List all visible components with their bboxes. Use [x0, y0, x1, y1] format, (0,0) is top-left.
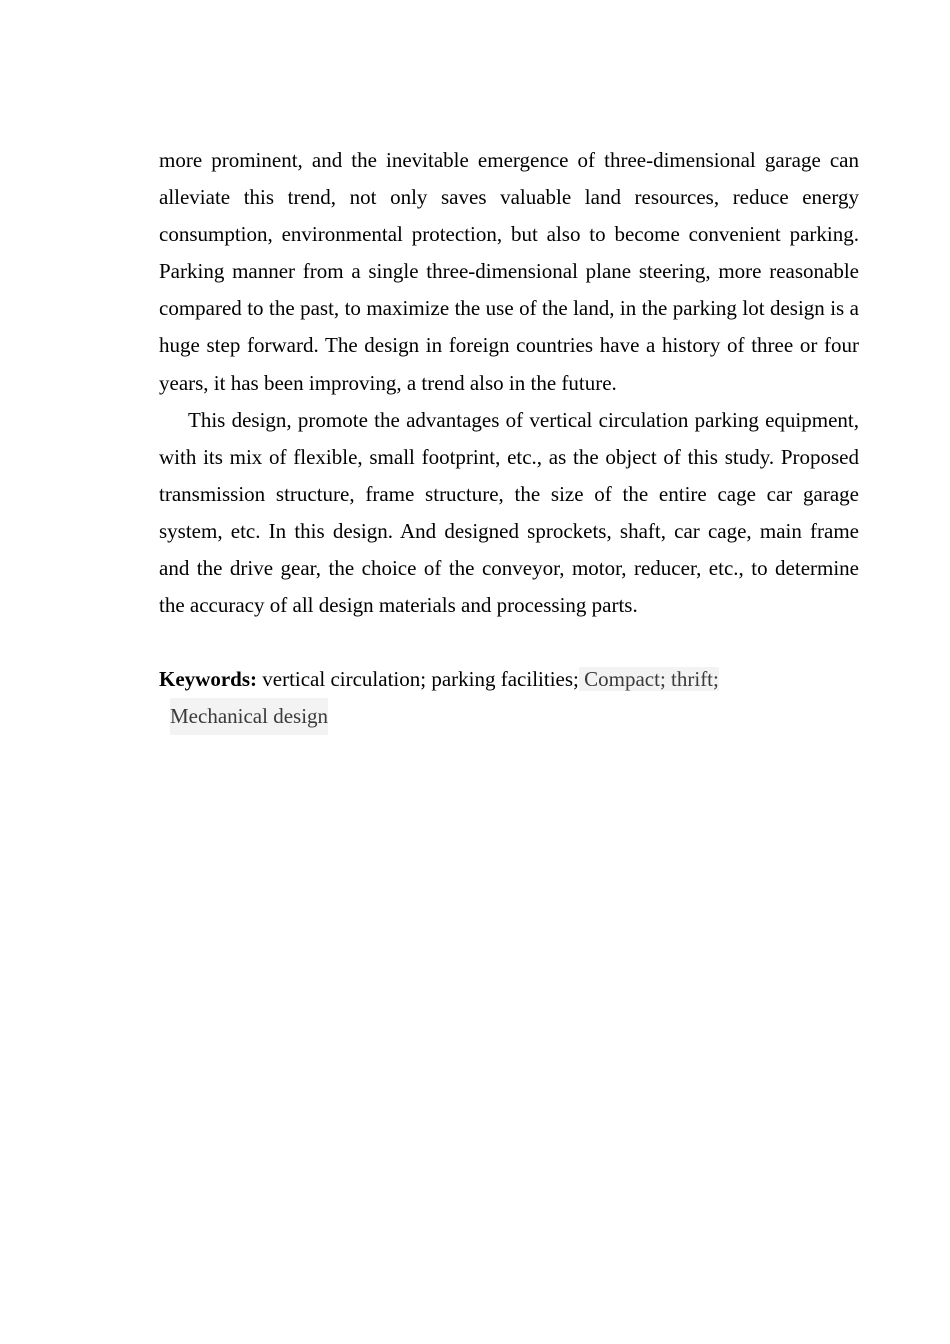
abstract-paragraph-1: more prominent, and the inevitable emergence of three-dimensional garage can alleviate this trend, not only saves valuable land resources, reduce energy consumption, environmental protection, but also to become convenient parking. Parking manner from a single three-dimensional plane steering, more reasonable compared to the past, to maximize the use of the land, in the parking lot design is a huge step forward. The design in foreign countries have a history of three or four years, it has been improving, a trend also in the future. [159, 148, 859, 395]
document-page [159, 142, 859, 735]
keywords-plain: vertical circulation; parking facilities; [257, 667, 579, 692]
keywords-highlighted-1: Compact; thrift; [578, 667, 719, 692]
keywords-highlighted-2: Mechanical design [170, 698, 328, 735]
keywords-label: Keywords: [159, 667, 257, 692]
keywords-line [159, 661, 859, 735]
abstract-paragraph-2: This design, promote the advantages of vertical circulation parking equipment, with its mix of flexible, small footprint, etc., as the object of this study. Proposed transmission structure, frame structure, the size of the entire cage car garage system, etc. In this design. And designed sprockets, shaft, car cage, main frame and the drive gear, the choice of the conveyor, motor, reducer, etc., to determine the accuracy of all design materials and processing parts. [159, 407, 859, 618]
